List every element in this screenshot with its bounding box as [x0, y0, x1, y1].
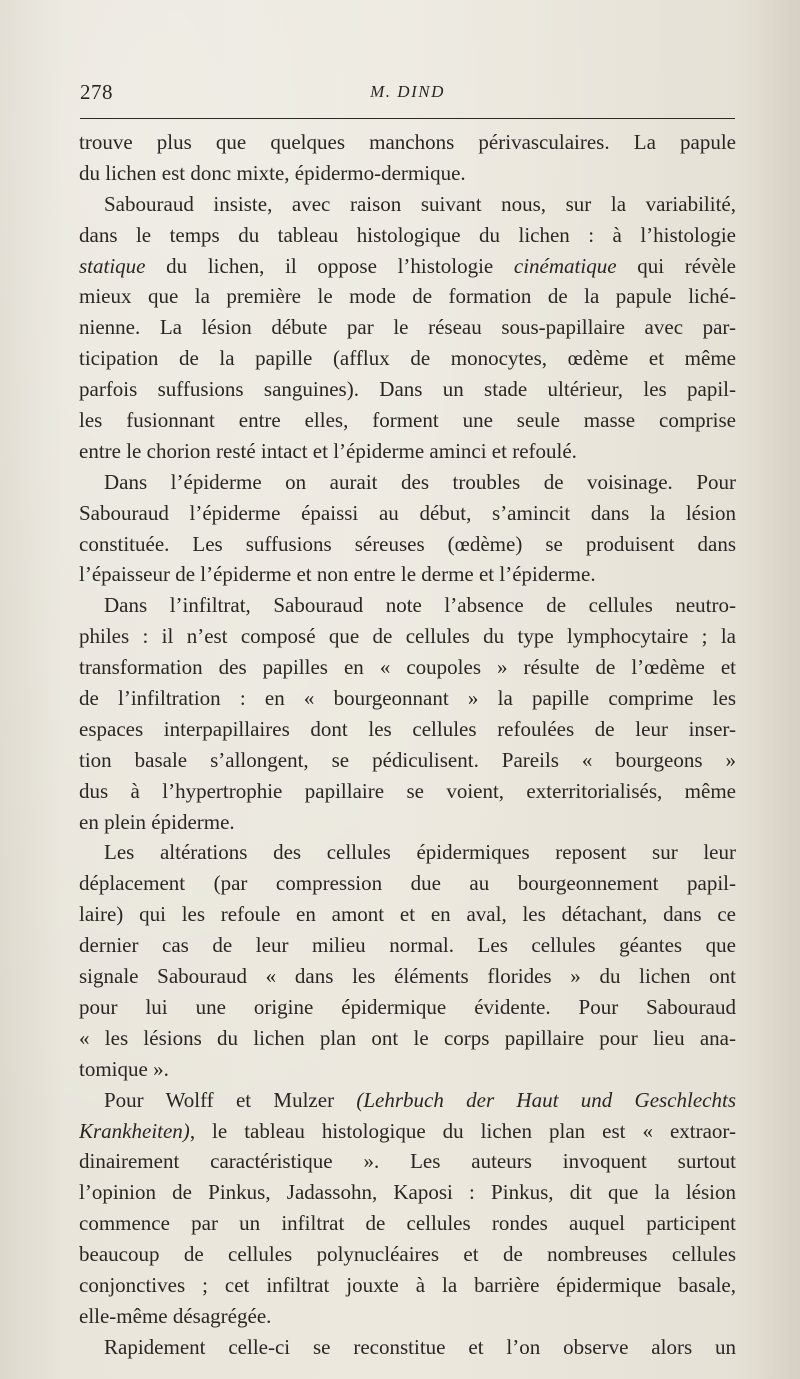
header-rule [80, 118, 735, 119]
text-segment: déplacement (par compression due au bourgeonnement papil- [79, 871, 736, 896]
text-line [79, 837, 736, 868]
text-segment: beaucoup de cellules polynucléaires et de nombreuses cellules [79, 1242, 736, 1267]
text-segment: Sabouraud insiste, avec raison suivant nous, sur la variabilité, [104, 191, 736, 216]
text-line [79, 529, 736, 560]
text-line [79, 807, 736, 838]
text-line [79, 343, 736, 374]
page-number: 278 [80, 80, 113, 104]
text-line [79, 1023, 736, 1054]
text-segment: pour lui une origine épidermique évidente. Pour Sabouraud [79, 994, 736, 1019]
text-line [79, 312, 736, 343]
text-segment: l’épaisseur de l’épiderme et non entre le derme et l’épiderme. [79, 562, 596, 587]
text-line [79, 683, 736, 714]
text-line [79, 1177, 736, 1208]
text-segment: , le tableau histologique du lichen plan est « extraor- [189, 1118, 736, 1143]
text-line [79, 436, 736, 467]
text-segment: nienne. La lésion débute par le réseau sous-papillaire avec par- [79, 315, 736, 340]
text-line [79, 281, 736, 312]
text-line [79, 621, 736, 652]
text-segment: Sabouraud l’épiderme épaissi au début, s’amincit dans la lésion [79, 500, 736, 525]
text-line [79, 652, 736, 683]
text-segment: tion basale s’allongent, se pédiculisent. Pareils « bourgeons » [79, 747, 736, 772]
text-segment: commence par un infiltrat de cellules rondes auquel participent [79, 1211, 736, 1236]
text-segment: laire) qui les refoule en amont et en aval, les détachant, dans ce [79, 902, 736, 927]
text-segment: entre le chorion resté intact et l’épiderme aminci et refoulé. [79, 438, 577, 463]
text-segment: dus à l’hypertrophie papillaire se voient, exterritorialisés, même [79, 778, 736, 803]
text-line [79, 1301, 736, 1332]
text-line [79, 1116, 736, 1147]
text-segment: dinairement caractéristique ». Les auteurs invoquent surtout [79, 1149, 736, 1174]
text-segment: trouve plus que quelques manchons périvasculaires. La papule [79, 130, 736, 154]
text-segment: Dans l’infiltrat, Sabouraud note l’absence de cellules neutro- [104, 593, 736, 618]
text-segment: espaces interpapillaires dont les cellules refoulées de leur inser- [79, 716, 736, 741]
text-line [79, 158, 736, 189]
text-segment: de l’infiltration : en « bourgeonnant » la papille comprime les [79, 686, 736, 711]
running-title: M. DIND [370, 82, 445, 101]
text-line [79, 745, 736, 776]
text-segment: philes : il n’est composé que de cellules du type lymphocytaire ; la [79, 624, 736, 649]
text-segment: ticipation de la papille (afflux de monocytes, œdème et même [79, 346, 736, 371]
text-line [79, 189, 736, 220]
text-segment: mieux que la première le mode de formation de la papule liché- [79, 284, 736, 309]
text-line [79, 1332, 736, 1363]
text-line [79, 127, 736, 158]
text-line [79, 251, 736, 282]
text-line [79, 590, 736, 621]
text-segment: Dans l’épiderme on aurait des troubles de voisinage. Pour [104, 469, 736, 494]
text-line [79, 405, 736, 436]
text-segment: Pour Wolff et Mulzer [104, 1087, 357, 1112]
text-line [79, 1146, 736, 1177]
text-line [79, 220, 736, 251]
text-line [79, 776, 736, 807]
text-line [79, 1085, 736, 1116]
text-line [79, 930, 736, 961]
text-line [79, 714, 736, 745]
text-segment: tomique ». [79, 1056, 169, 1081]
running-head [80, 80, 735, 110]
text-segment: l’opinion de Pinkus, Jadassohn, Kaposi : Pinkus, dit que la lésion [79, 1180, 736, 1205]
text-segment: du lichen est donc mixte, épidermo-dermique. [79, 160, 466, 185]
text-line [79, 1270, 736, 1301]
text-segment: constituée. Les suffusions séreuses (œdème) se produisent dans [79, 531, 736, 556]
italic-text-segment: (Lehrbuch der Haut und Geschlechts [356, 1087, 736, 1112]
italic-text-segment: Krankheiten) [79, 1118, 190, 1143]
text-segment: elle-même désagrégée. [79, 1303, 272, 1328]
text-segment: dernier cas de leur milieu normal. Les cellules géantes que [79, 933, 736, 958]
text-line [79, 899, 736, 930]
text-segment: Rapidement celle-ci se reconstitue et l’on observe alors un [104, 1334, 736, 1359]
text-segment: du lichen, il oppose l’histologie [145, 253, 514, 278]
italic-text-segment: statique [79, 253, 146, 278]
text-segment: « les lésions du lichen plan ont le corps papillaire pour lieu ana- [79, 1025, 736, 1050]
italic-text-segment: cinématique [513, 253, 617, 278]
text-line [79, 961, 736, 992]
text-line [79, 1054, 736, 1085]
text-line [79, 498, 736, 529]
text-segment: dans le temps du tableau histologique du lichen : à l’histologie [79, 222, 736, 247]
text-line [79, 467, 736, 498]
text-line [79, 1239, 736, 1270]
text-line [79, 1208, 736, 1239]
text-segment: transformation des papilles en « coupoles » résulte de l’œdème et [79, 655, 736, 680]
text-line [79, 868, 736, 899]
body-text [79, 127, 736, 1363]
text-segment: en plein épiderme. [79, 809, 235, 834]
text-line [79, 559, 736, 590]
text-segment: les fusionnant entre elles, forment une seule masse comprise [79, 408, 736, 433]
text-line [79, 374, 736, 405]
text-line [79, 992, 736, 1023]
text-segment: Les altérations des cellules épidermiques reposent sur leur [104, 840, 736, 865]
text-segment: qui révèle [616, 253, 736, 278]
text-segment: parfois suffusions sanguines). Dans un stade ultérieur, les papil- [79, 377, 736, 402]
text-segment: conjonctives ; cet infiltrat jouxte à la barrière épidermique basale, [79, 1272, 736, 1297]
text-segment: signale Sabouraud « dans les éléments florides » du lichen ont [79, 964, 736, 989]
